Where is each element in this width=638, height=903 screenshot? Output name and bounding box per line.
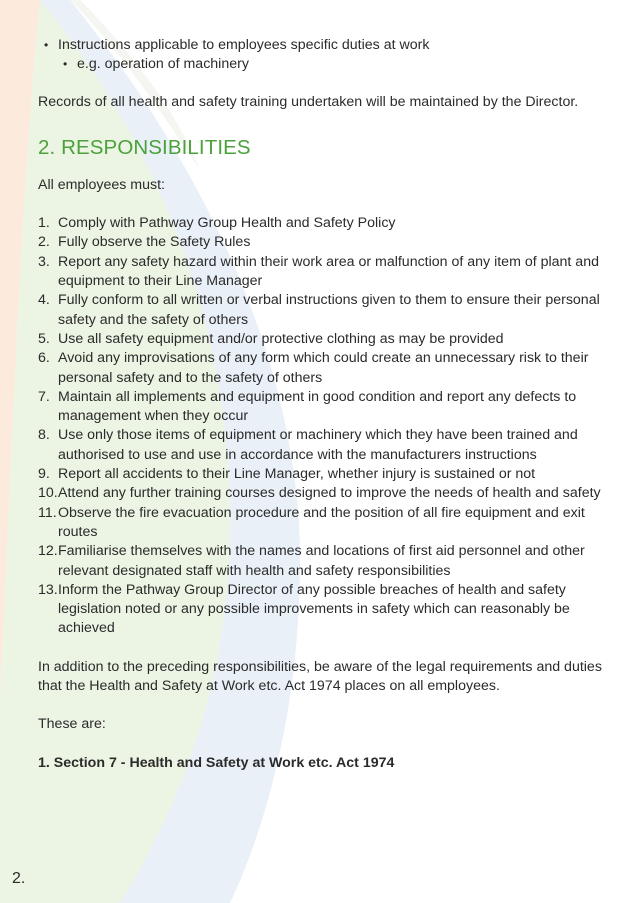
item-text: Avoid any improvisations of any form which could create an unnecessary risk to their personal safety and to the safety of others: [58, 350, 589, 386]
section-heading: 2. RESPONSIBILITIES: [38, 135, 251, 159]
item-text: Use all safety equipment and/or protective clothing as may be provided: [58, 330, 504, 347]
item-number: 13.: [38, 581, 58, 598]
item-text: Report all accidents to their Line Manager, whether injury is sustained or not: [58, 466, 536, 483]
intro-bullet-list: [38, 36, 608, 55]
item-number: 4.: [38, 292, 50, 309]
item-number: 3.: [38, 253, 50, 270]
list-item: [38, 388, 608, 427]
lead-in-text: All employees must:: [38, 176, 165, 193]
item-text: Use only those items of equipment or machinery which they have been trained and authorised to use and use in accordance with the manufacturers instructions: [58, 427, 578, 463]
list-item: [38, 349, 608, 388]
sub-bullet-text: e.g. operation of machinery: [77, 56, 249, 73]
sub-bullet: [57, 55, 608, 74]
item-number: 9.: [38, 466, 50, 483]
item-text: Comply with Pathway Group Health and Safety Policy: [58, 215, 396, 232]
item-text: Inform the Pathway Group Director of any possible breaches of health and safety legislation noted or any possible improvements in safety which can reasonably be achieved: [58, 581, 570, 637]
item-number: 7.: [38, 388, 50, 405]
item-number: 1.: [38, 215, 50, 232]
item-number: 10.: [38, 485, 58, 502]
list-item: [38, 484, 608, 503]
item-text: Observe the fire evacuation procedure and the position of all fire equipment and exit routes: [58, 504, 585, 540]
records-paragraph: Records of all health and safety training undertaken will be maintained by the Director.: [38, 93, 579, 110]
list-item: [38, 291, 608, 330]
bullet-text: Instructions applicable to employees specific duties at work: [58, 37, 430, 53]
item-number: 6.: [38, 350, 50, 367]
item-text: Attend any further training courses designed to improve the needs of health and safety: [58, 485, 601, 502]
responsibilities-list: [38, 214, 608, 639]
list-item: [38, 426, 608, 465]
item-number: 12.: [38, 543, 58, 560]
list-item: [38, 542, 608, 581]
item-text: Report any safety hazard within their work area or malfunction of any item of plant and equipment to their Line Manager: [58, 253, 599, 290]
list-item: [38, 233, 608, 252]
list-item: [38, 504, 608, 543]
list-item: [38, 465, 608, 484]
item-number: 8.: [38, 427, 50, 444]
these-are-text: These are:: [38, 716, 106, 733]
item-text: Familiarise themselves with the names and locations of first aid personnel and other relevant designated staff with health and safety responsibilities: [58, 543, 585, 579]
section-item-heading: 1. Section 7 - Health and Safety at Work etc. Act 1974: [38, 754, 395, 771]
item-number: 2.: [38, 234, 50, 251]
list-item: [38, 330, 608, 349]
list-item: [38, 581, 608, 639]
addition-paragraph: In addition to the preceding responsibilities, be aware of the legal requirements and duties that the Health and Safety at Work etc. Act 1974 places on all employees.: [38, 658, 602, 695]
item-number: 5.: [38, 330, 50, 347]
list-item: [38, 253, 608, 292]
item-text: Maintain all implements and equipment in good condition and report any defects to management when they occur: [58, 388, 577, 425]
item-text: Fully conform to all written or verbal instructions given to them to ensure their personal safety and the safety of others: [58, 292, 600, 328]
document-body: [38, 36, 608, 773]
list-item: [38, 214, 608, 233]
item-number: 11.: [38, 504, 57, 521]
page-number: 2.: [12, 870, 26, 887]
intro-bullet: [38, 36, 608, 55]
item-text: Fully observe the Safety Rules: [58, 234, 251, 251]
